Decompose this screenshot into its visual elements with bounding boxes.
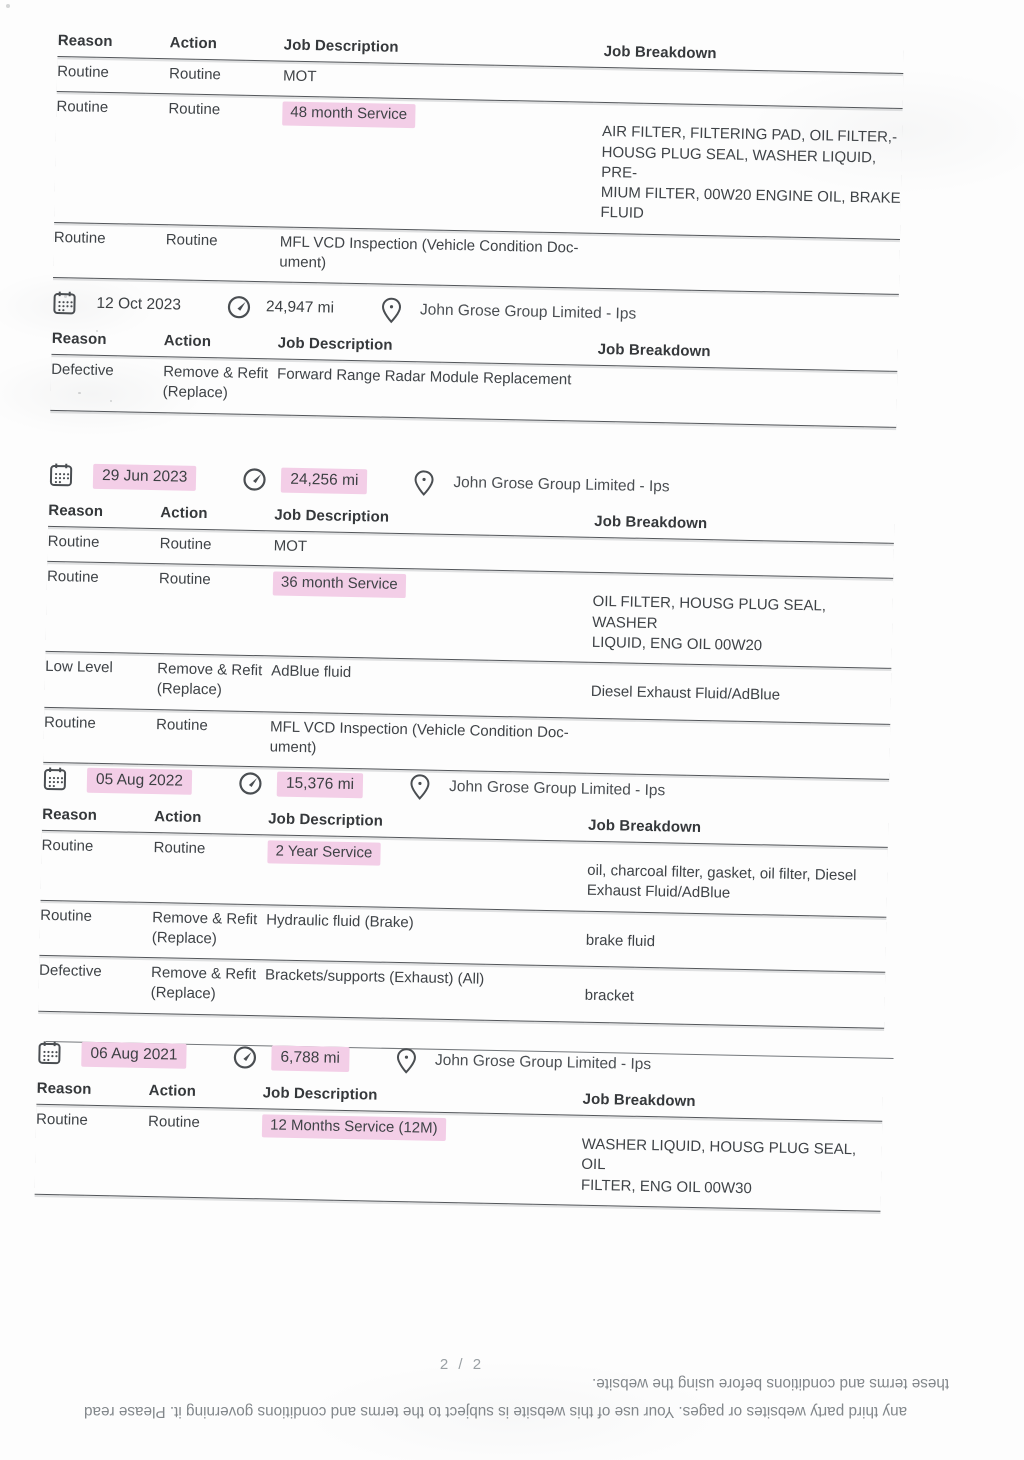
cell-reason: Routine (46, 568, 99, 587)
cell-reason: Low Level (45, 657, 113, 677)
cell-job-breakdown: bracket (584, 986, 635, 1005)
cell-job-description (271, 661, 592, 708)
cell-job-breakdown (599, 238, 900, 285)
table-row (54, 92, 902, 239)
cell-action: Remove & Refit (Replace) (162, 363, 269, 402)
service-mileage: 24,256 mi (281, 467, 368, 494)
service-history-content (35, 0, 905, 1197)
col-header-job-breakdown: Job Breakdown (582, 1090, 696, 1111)
cell-job-description (277, 364, 598, 411)
calendar-icon (52, 290, 77, 316)
col-header-action: Action (160, 504, 208, 523)
col-header-action: Action (163, 332, 212, 351)
job-description-text: MOT (273, 537, 308, 556)
cell-action: Remove & Refit (Replace) (151, 908, 258, 948)
cell-job-breakdown: WASHER LIQUID, HOUSG PLUG SEAL, OIL FILTER, ENG OIL 00W30 (580, 1135, 857, 1197)
cell-job-breakdown: AIR FILTER, FILTERING PAD, OIL FILTER,- HOUSG PLUG SEAL, WASHER LIQUID, PRE- MIUM FILTER, 00W20 ENGINE OIL, BRAKE FLUID (600, 123, 901, 223)
cell-job-description (272, 572, 593, 653)
job-description-text: 2 Year Service (267, 840, 380, 866)
scan-speckle (110, 400, 112, 402)
service-mileage: 24,947 mi (265, 298, 335, 317)
location-pin-icon (409, 773, 432, 800)
cell-job-description (264, 965, 585, 1012)
col-header-action: Action (148, 1082, 197, 1100)
service-entry (38, 762, 889, 1028)
job-description-text: 48 month Service (282, 102, 415, 128)
cell-action: Routine (153, 839, 206, 858)
cell-action: Routine (155, 715, 208, 734)
cell-job-description (266, 910, 587, 957)
service-mileage: 6,788 mi (271, 1045, 349, 1072)
odometer-icon (227, 294, 252, 319)
service-location: John Grose Group Limited - Ips (453, 474, 670, 496)
service-mileage: 15,376 mi (277, 771, 364, 798)
service-location: John Grose Group Limited - Ips (419, 301, 637, 323)
scan-speckle (6, 4, 10, 8)
flipped-footer-text-short: these terms and conditions before using the website. (592, 1375, 950, 1392)
cell-action: Remove & Refit (Replace) (150, 964, 257, 1003)
cell-action: Remove & Refit (Replace) (156, 660, 263, 699)
service-meta-row (49, 458, 896, 509)
table-body (43, 527, 894, 780)
service-entry (50, 286, 898, 427)
job-description-text: 12 Months Service (12M) (262, 1114, 446, 1141)
col-header-job-description: Job Description (262, 1084, 378, 1104)
cell-reason: Routine (43, 713, 96, 732)
job-description-text: Forward Range Radar Module Replacement (276, 365, 572, 389)
scan-speckle (78, 392, 81, 394)
cell-reason: Routine (56, 62, 110, 82)
flipped-footer-text-long: any third party websites or pages. Your use of this website is subject to the terms and conditions governing it. Please read (84, 1403, 908, 1420)
service-meta-row (37, 1036, 884, 1087)
job-description-text: AdBlue fluid (271, 662, 352, 682)
cell-action: Routine (168, 65, 222, 84)
service-location: John Grose Group Limited - Ips (434, 1051, 652, 1074)
cell-job-breakdown (593, 543, 893, 569)
job-description-text: Hydraulic fluid (Brake) (266, 910, 414, 931)
col-header-job-breakdown: Job Breakdown (603, 42, 717, 63)
job-description-text: 36 month Service (273, 572, 406, 598)
service-entry (43, 458, 895, 780)
cell-job-breakdown (589, 723, 890, 770)
page-number: 2 / 2 (439, 1356, 485, 1373)
col-header-job-description: Job Description (274, 506, 390, 526)
job-description-text: MOT (282, 67, 317, 86)
cell-action: Routine (147, 1113, 200, 1132)
location-pin-icon (395, 1046, 418, 1073)
col-header-job-breakdown: Job Breakdown (597, 340, 711, 361)
col-header-job-breakdown: Job Breakdown (587, 816, 702, 837)
table-body (38, 831, 887, 1028)
cell-reason: Routine (41, 836, 94, 855)
cell-action: Routine (168, 100, 221, 119)
service-location: John Grose Group Limited - Ips (448, 778, 666, 800)
service-entry (53, 30, 904, 295)
job-description-text: MFL VCD Inspection (Vehicle Condition Doc- ument) (279, 232, 579, 272)
col-header-job-description: Job Description (283, 36, 399, 56)
cell-reason: Routine (35, 1110, 88, 1129)
job-description-text: Brackets/supports (Exhaust) (All) (264, 966, 485, 988)
cell-job-breakdown: Diesel Exhaust Fluid/AdBlue (590, 682, 781, 704)
calendar-icon (37, 1040, 62, 1066)
cell-reason: Routine (47, 532, 100, 551)
location-pin-icon (413, 469, 436, 496)
cell-action: Routine (158, 570, 211, 589)
cell-job-description (280, 102, 602, 224)
col-header-reason: Reason (51, 329, 107, 349)
location-pin-icon (380, 296, 403, 323)
calendar-icon (43, 766, 68, 792)
cell-reason: Routine (40, 906, 93, 925)
col-header-reason: Reason (57, 31, 113, 51)
service-meta-row (52, 286, 899, 337)
table-body (53, 57, 903, 295)
service-entry (35, 1036, 884, 1212)
cell-job-description (273, 536, 593, 563)
cell-job-breakdown: brake fluid (585, 931, 656, 950)
col-header-action: Action (169, 34, 218, 53)
calendar-icon (49, 462, 74, 488)
scan-speckle (96, 330, 98, 332)
cell-action: Routine (159, 535, 212, 554)
col-header-reason: Reason (42, 805, 98, 824)
col-header-reason: Reason (36, 1079, 92, 1098)
odometer-icon (232, 1044, 257, 1069)
cell-job-description (269, 717, 590, 764)
cell-job-breakdown: OIL FILTER, HOUSG PLUG SEAL, WASHER LIQUID, ENG OIL 00W20 (591, 593, 827, 655)
col-header-reason: Reason (48, 501, 104, 521)
cell-job-description (267, 840, 588, 901)
odometer-icon (242, 466, 267, 491)
service-date: 05 Aug 2022 (87, 767, 193, 794)
cell-job-breakdown (596, 371, 897, 418)
job-description-text: MFL VCD Inspection (Vehicle Condition Doc- ument) (269, 717, 569, 757)
odometer-icon (238, 770, 263, 795)
cell-job-description (283, 67, 603, 94)
col-header-job-breakdown: Job Breakdown (594, 512, 708, 533)
cell-reason: Routine (53, 228, 106, 247)
cell-job-description (279, 232, 600, 279)
cell-job-breakdown: oil, charcoal filter, gasket, oil filter, Diesel Exhaust Fluid/AdBlue (586, 861, 857, 902)
service-date: 12 Oct 2023 (96, 294, 182, 314)
cell-job-breakdown (603, 73, 903, 99)
col-header-job-description: Job Description (268, 810, 384, 830)
cell-job-description (261, 1114, 582, 1195)
cell-action: Routine (165, 230, 218, 249)
cell-reason: Defective (51, 360, 114, 380)
scan-speckle (64, 295, 67, 298)
col-header-job-description: Job Description (277, 334, 393, 354)
service-date: 29 Jun 2023 (93, 463, 197, 490)
table-row (35, 1105, 883, 1212)
table-row (46, 562, 894, 669)
col-header-action: Action (154, 808, 202, 827)
cell-reason: Defective (38, 961, 102, 981)
service-date: 06 Aug 2021 (81, 1041, 187, 1068)
table-body (35, 1105, 883, 1212)
cell-reason: Routine (56, 98, 109, 117)
